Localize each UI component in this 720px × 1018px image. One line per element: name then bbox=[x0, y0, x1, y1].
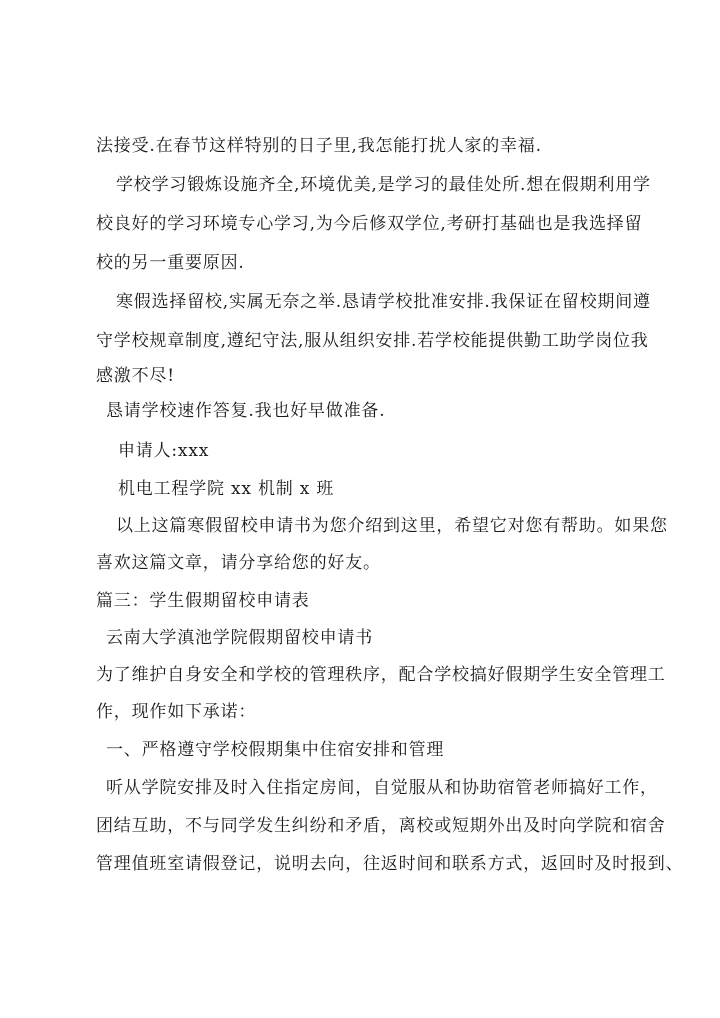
text-line-1: 法接受.在春节这样特别的日子里,我怎能打扰人家的幸福. bbox=[96, 136, 542, 156]
text-line-8: 恳请学校速作答复.我也好早做准备. bbox=[106, 401, 386, 421]
text-line-3: 校良好的学习环境专心学习,为今后修双学位,考研打基础也是我选择留 bbox=[96, 214, 643, 234]
form-title: 云南大学滇池学院假期留校申请书 bbox=[106, 628, 373, 648]
department-line: 机电工程学院 xx 机制 x 班 bbox=[118, 479, 335, 499]
section-heading: 篇三：学生假期留校申请表 bbox=[96, 591, 310, 611]
text-line-6: 守学校规章制度,遵纪守法,服从组织安排.若学校能提供勤工助学岗位我 bbox=[96, 331, 649, 351]
clause-heading: 一、严格遵守学校假期集中住宿安排和管理 bbox=[106, 740, 445, 760]
text-line-2: 学校学习锻炼设施齐全,环境优美,是学习的最佳处所.想在假期利用学 bbox=[116, 175, 651, 195]
text-line-12: 喜欢这篇文章，请分享给您的好友。 bbox=[96, 553, 381, 573]
text-line-15: 为了维护自身安全和学校的管理秩序，配合学校搞好假期学生安全管理工 bbox=[96, 665, 666, 685]
text-line-7: 感激不尽! bbox=[96, 366, 175, 386]
text-line-4: 校的另一重要原因. bbox=[96, 253, 245, 273]
text-line-18: 听从学院安排及时入住指定房间，自觉服从和协助宿管老师搞好工作， bbox=[106, 778, 658, 798]
text-line-5: 寒假选择留校,实属无奈之举.恳请学校批准安排.我保证在留校期间遵 bbox=[116, 292, 651, 312]
text-line-11: 以上这篇寒假留校申请书为您介绍到这里，希望它对您有帮助。如果您 bbox=[116, 516, 668, 536]
text-line-16: 作，现作如下承诺： bbox=[96, 702, 257, 722]
text-line-19: 团结互助，不与同学发生纠纷和矛盾，离校或短期外出及时向学院和宿舍 bbox=[96, 816, 666, 836]
text-line-20: 管理值班室请假登记，说明去向，往返时间和联系方式，返回时及时报到、 bbox=[96, 854, 684, 874]
applicant-line: 申请人:xxx bbox=[118, 441, 210, 461]
